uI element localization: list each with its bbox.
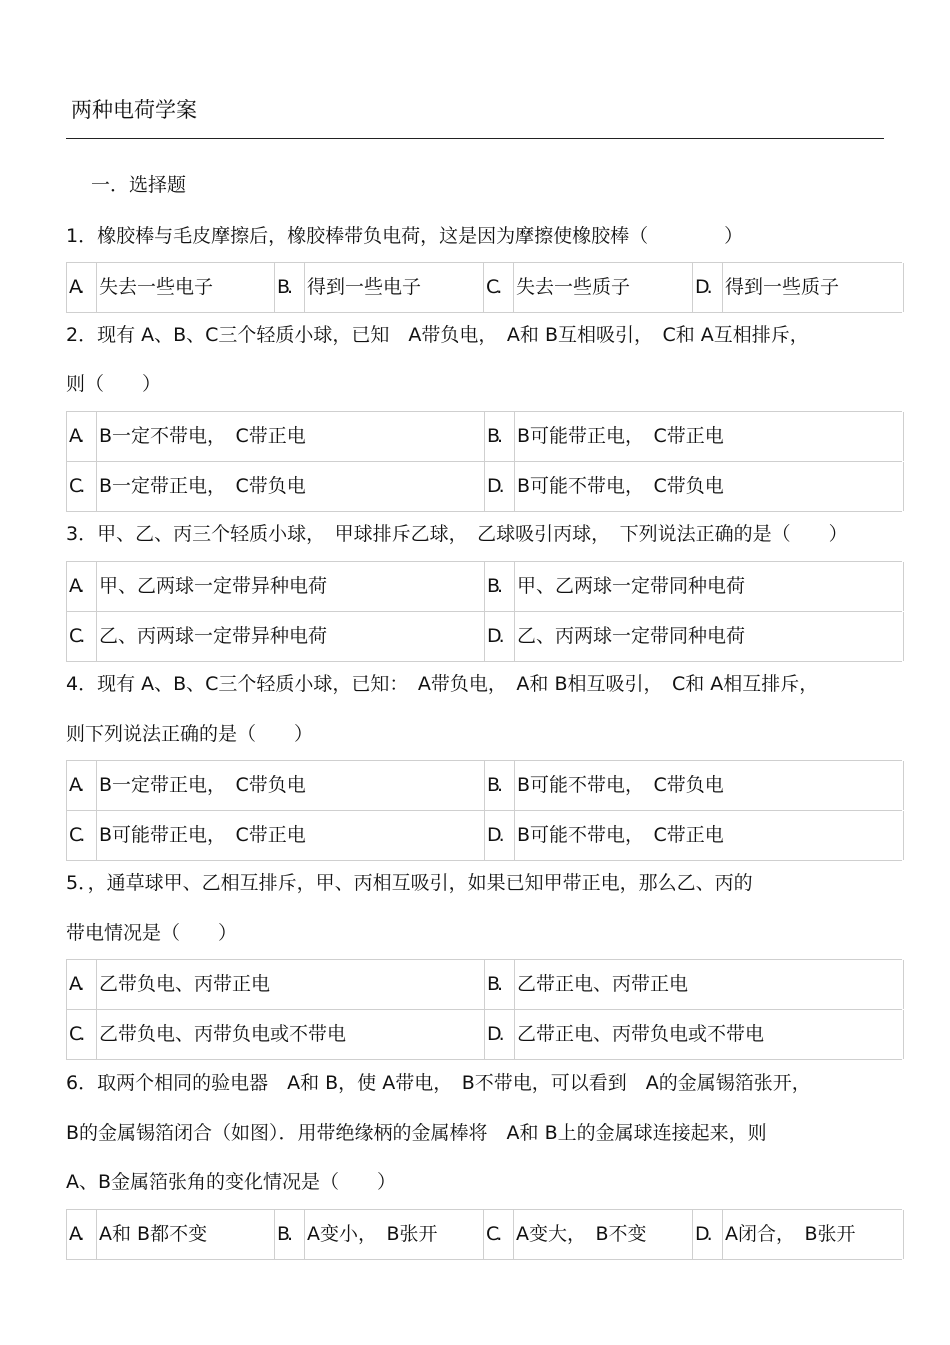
option-a[interactable] bbox=[66, 960, 485, 1009]
option-text: B可能不带电， C带负电 bbox=[514, 761, 903, 810]
option-c[interactable] bbox=[66, 811, 485, 860]
stem-line: 6．取两个相同的验电器 A和 B，使 A带电， B不带电，可以看到 A的金属锡箔张开， bbox=[66, 1072, 811, 1094]
option-row bbox=[66, 611, 902, 662]
option-a[interactable] bbox=[66, 412, 485, 461]
stem-line: 2．现有 A、B、C三个轻质小球，已知 A带负电， A和 B互相吸引， C和 A互相排斥， bbox=[66, 324, 809, 346]
option-b[interactable] bbox=[274, 263, 483, 312]
stem-line: 则（ ） bbox=[66, 373, 162, 395]
option-c[interactable] bbox=[66, 612, 485, 661]
option-text: 失去一些质子 bbox=[513, 263, 692, 312]
option-b[interactable] bbox=[484, 412, 904, 461]
option-letter: C. bbox=[486, 1223, 500, 1245]
stem-line: 则下列说法正确的是（ ） bbox=[66, 723, 314, 745]
option-letter: B. bbox=[487, 575, 501, 597]
question-2-options bbox=[66, 411, 902, 512]
option-letter: A. bbox=[69, 425, 82, 447]
option-d[interactable] bbox=[484, 612, 904, 661]
option-text: B一定带正电， C带负电 bbox=[96, 462, 485, 511]
stem-line: 5．，通草球甲、乙相互排斥，甲、丙相互吸引，如果已知甲带正电，那么乙、丙的 bbox=[66, 872, 753, 894]
section-heading: 一．选择题 bbox=[91, 174, 187, 196]
option-text: B可能不带电， C带负电 bbox=[514, 462, 903, 511]
option-a[interactable] bbox=[66, 263, 275, 312]
option-letter: C. bbox=[69, 1023, 83, 1045]
option-letter: A. bbox=[69, 774, 82, 796]
option-row bbox=[66, 411, 902, 461]
option-letter: A. bbox=[69, 276, 82, 298]
stem-line: B的金属锡箔闭合（如图）．用带绝缘柄的金属棒将 A和 B上的金属球连接起来，则 bbox=[66, 1122, 767, 1144]
option-d[interactable] bbox=[692, 1210, 904, 1259]
option-text: 乙、丙两球一定带异种电荷 bbox=[96, 612, 485, 661]
option-letter: D. bbox=[487, 824, 502, 846]
option-text: 乙带正电、丙带正电 bbox=[514, 960, 903, 1009]
option-c[interactable] bbox=[66, 1010, 485, 1059]
option-row bbox=[66, 959, 902, 1009]
option-text: A和 B都不变 bbox=[96, 1210, 275, 1259]
option-letter: A. bbox=[69, 1223, 82, 1245]
question-1-options bbox=[66, 262, 902, 313]
option-row bbox=[66, 760, 902, 810]
option-text: B可能带正电， C带正电 bbox=[96, 811, 485, 860]
option-c[interactable] bbox=[483, 1210, 692, 1259]
option-b[interactable] bbox=[484, 960, 904, 1009]
option-letter: B. bbox=[487, 425, 501, 447]
question-6-options bbox=[66, 1209, 902, 1260]
option-text: 甲、乙两球一定带异种电荷 bbox=[96, 562, 485, 611]
option-text: 得到一些电子 bbox=[304, 263, 483, 312]
option-row bbox=[66, 561, 902, 611]
option-letter: D. bbox=[695, 276, 710, 298]
option-letter: A. bbox=[69, 973, 82, 995]
option-a[interactable] bbox=[66, 562, 485, 611]
option-b[interactable] bbox=[484, 761, 904, 810]
option-letter: B. bbox=[487, 973, 501, 995]
option-text: B可能不带电， C带正电 bbox=[514, 811, 903, 860]
option-d[interactable] bbox=[692, 263, 904, 312]
option-text: B一定带正电， C带负电 bbox=[96, 761, 485, 810]
option-d[interactable] bbox=[484, 1010, 904, 1059]
stem-line: 3．甲、乙、丙三个轻质小球， 甲球排斥乙球， 乙球吸引丙球， 下列说法正确的是（ ） bbox=[66, 523, 848, 545]
option-d[interactable] bbox=[484, 811, 904, 860]
option-letter: C. bbox=[69, 625, 83, 647]
option-d[interactable] bbox=[484, 462, 904, 511]
page-title: 两种电荷学案 bbox=[71, 98, 197, 122]
option-text: 甲、乙两球一定带同种电荷 bbox=[514, 562, 903, 611]
option-b[interactable] bbox=[274, 1210, 483, 1259]
option-letter: C. bbox=[69, 475, 83, 497]
stem-line: 1．橡胶棒与毛皮摩擦后，橡胶棒带负电荷，这是因为摩擦使橡胶棒（ ） bbox=[66, 225, 744, 247]
option-text: A变小， B张开 bbox=[304, 1210, 483, 1259]
option-letter: C. bbox=[69, 824, 83, 846]
option-letter: B. bbox=[277, 1223, 291, 1245]
title-divider bbox=[66, 138, 884, 139]
option-row bbox=[66, 810, 902, 861]
option-letter: D. bbox=[487, 475, 502, 497]
option-text: B可能带正电， C带正电 bbox=[514, 412, 903, 461]
stem-line: 带电情况是（ ） bbox=[66, 922, 238, 944]
option-b[interactable] bbox=[484, 562, 904, 611]
option-text: 得到一些质子 bbox=[722, 263, 903, 312]
option-text: A变大， B不变 bbox=[513, 1210, 692, 1259]
option-letter: D. bbox=[695, 1223, 710, 1245]
option-letter: C. bbox=[486, 276, 500, 298]
option-a[interactable] bbox=[66, 1210, 275, 1259]
option-a[interactable] bbox=[66, 761, 485, 810]
question-5-options bbox=[66, 959, 902, 1060]
option-row bbox=[66, 1209, 902, 1260]
option-letter: D. bbox=[487, 625, 502, 647]
option-letter: A. bbox=[69, 575, 82, 597]
stem-line: A、B金属箔张角的变化情况是（ ） bbox=[66, 1171, 397, 1193]
option-letter: B. bbox=[487, 774, 501, 796]
question-4-options bbox=[66, 760, 902, 861]
option-text: 乙带负电、丙带负电或不带电 bbox=[96, 1010, 485, 1059]
option-row bbox=[66, 461, 902, 512]
option-text: 乙带正电、丙带负电或不带电 bbox=[514, 1010, 903, 1059]
option-letter: B. bbox=[277, 276, 291, 298]
question-3-options bbox=[66, 561, 902, 662]
option-text: 乙、丙两球一定带同种电荷 bbox=[514, 612, 903, 661]
option-text: A闭合， B张开 bbox=[722, 1210, 903, 1259]
option-c[interactable] bbox=[66, 462, 485, 511]
option-text: 乙带负电、丙带正电 bbox=[96, 960, 485, 1009]
option-text: 失去一些电子 bbox=[96, 263, 275, 312]
option-letter: D. bbox=[487, 1023, 502, 1045]
option-c[interactable] bbox=[483, 263, 692, 312]
option-text: B一定不带电， C带正电 bbox=[96, 412, 485, 461]
stem-line: 4．现有 A、B、C三个轻质小球，已知： A带负电， A和 B相互吸引， C和 A相互排斥， bbox=[66, 673, 819, 695]
option-row bbox=[66, 1009, 902, 1060]
option-row bbox=[66, 262, 902, 313]
